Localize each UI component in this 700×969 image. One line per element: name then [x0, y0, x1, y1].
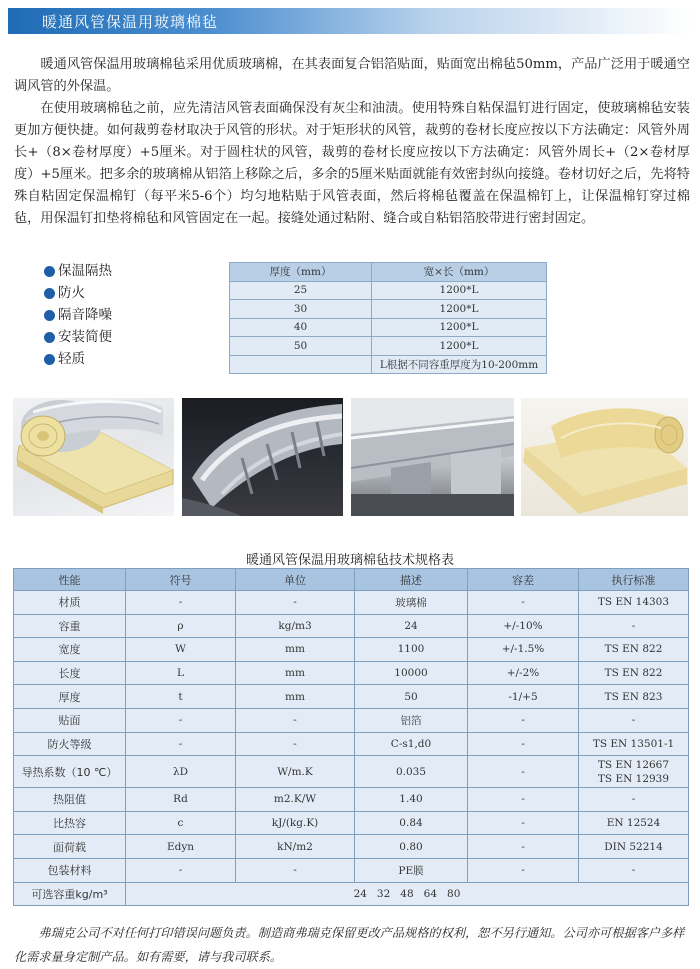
glass-wool-roll-photo: [521, 398, 688, 516]
table-cell: t: [126, 685, 236, 709]
table-cell: L: [126, 661, 236, 685]
disclaimer-note: 弗瑞克公司不对任何打印错误问题负责。制造商弗瑞克保留更改产品规格的权利，恕不另行通知。公司亦可根据客户多样化需求量身定制产品。如有需要，请与我司联系。: [14, 926, 685, 964]
table-cell: 0.035: [355, 756, 468, 788]
table-cell: 10000: [355, 661, 468, 685]
table-cell: 24: [355, 614, 468, 638]
feature-item: 隔音降噪: [44, 304, 184, 326]
table-cell: mm: [236, 685, 355, 709]
table-cell: 铝箔: [355, 708, 468, 732]
table-cell: +/-2%: [468, 661, 579, 685]
technical-spec-table: [13, 568, 689, 906]
standard-line: TS EN 12667: [597, 758, 670, 771]
spec-table-title: 暖通风管保温用玻璃棉毡技术规格表: [245, 553, 454, 568]
table-cell: 30: [230, 300, 372, 319]
table-cell: m2.K/W: [236, 788, 355, 812]
ductwork-installation-photo: [351, 398, 514, 516]
feature-item: 安装简便: [44, 326, 184, 348]
thickness-size-table: [229, 262, 547, 374]
table-cell: 长度: [14, 661, 126, 685]
table-row: [14, 708, 689, 732]
table-row: [230, 337, 547, 356]
table-cell: 宽度: [14, 638, 126, 662]
standard-line: TS EN 12939: [597, 772, 670, 785]
table-cell: 防火等级: [14, 732, 126, 756]
table-cell: C-s1,d0: [355, 732, 468, 756]
table-cell: 厚度: [14, 685, 126, 709]
feature-item: 轻质: [44, 348, 184, 370]
table-cell: -: [126, 591, 236, 615]
table-row: [230, 318, 547, 337]
table-row: [14, 614, 689, 638]
wrapped-duct-photo: [182, 398, 343, 516]
table-cell: -: [236, 732, 355, 756]
table-cell: W: [126, 638, 236, 662]
table-cell: [230, 355, 372, 374]
product-photo-strip: [13, 398, 688, 516]
table-cell: 可选容重kg/m³: [14, 882, 126, 906]
table-cell: -: [468, 788, 579, 812]
table-cell: 容重: [14, 614, 126, 638]
table-row: [14, 685, 689, 709]
table-cell: 玻璃棉: [355, 591, 468, 615]
table-cell: 50: [230, 337, 372, 356]
table-cell: DIN 52214: [579, 835, 689, 859]
table-cell: 热阻值: [14, 788, 126, 812]
table-cell: -: [468, 811, 579, 835]
column-header: 符号: [126, 569, 236, 591]
table-cell: -: [236, 591, 355, 615]
table-cell: -: [579, 858, 689, 882]
table-cell: c: [126, 811, 236, 835]
bullet-dot-icon: [44, 332, 55, 343]
table-cell: kJ/(kg.K): [236, 811, 355, 835]
table-cell: ρ: [126, 614, 236, 638]
table-cell: Rd: [126, 788, 236, 812]
table-cell: 0.84: [355, 811, 468, 835]
bullet-dot-icon: [44, 288, 55, 299]
table-row: [14, 835, 689, 859]
column-header: 执行标准: [579, 569, 689, 591]
table-cell: -: [236, 858, 355, 882]
description-paragraph-2: 在使用玻璃棉毡之前，应先清洁风管表面确保没有灰尘和油渍。使用特殊自粘保温钉进行固定，使玻璃棉毡安装更加方便快捷。如何裁剪卷材取决于风管的形状。对于矩形状的风管，裁剪的卷材长度应按以下方法确定：风管外周长+（8×卷材厚度）+5厘米。对于圆柱状的风管，裁剪的卷材长度应按以下方法确定：风管外周长+（2×卷材厚度）+5厘米。把多余的玻璃棉从铝箔上移除之后，多余的5厘米贴面就能有效密封纵向接缝。卷材切好之后，先将特殊自粘固定保温棉钉（每平米5-6个）均匀地粘贴于风管表面，然后将棉毡覆盖在保温棉钉上，让保温棉钉穿过棉毡，用保温钉扣垫将棉毡和风管固定在一起。接缝处通过粘附、缝合或自粘铝箔胶带进行密封固定。: [14, 101, 690, 226]
feature-list: [44, 260, 184, 370]
table-cell: 导热系数（10 ℃）: [14, 756, 126, 788]
bullet-dot-icon: [44, 310, 55, 321]
table-cell: -: [126, 732, 236, 756]
table-cell: -: [468, 756, 579, 788]
product-description: [14, 54, 690, 230]
table-cell: 面荷载: [14, 835, 126, 859]
table-cell: 1200*L: [372, 281, 547, 300]
table-cell: mm: [236, 638, 355, 662]
table-row: [14, 788, 689, 812]
column-header: 容差: [468, 569, 579, 591]
bullet-dot-icon: [44, 354, 55, 365]
table-header-row: [14, 569, 689, 591]
table-cell: 比热容: [14, 811, 126, 835]
feature-item: 保温隔热: [44, 260, 184, 282]
table-row: [230, 300, 547, 319]
table-cell: 材质: [14, 591, 126, 615]
table-row: [14, 661, 689, 685]
table-cell: [579, 756, 689, 788]
table-row: [14, 882, 689, 906]
section-header-bar: [8, 8, 692, 34]
table-row: [14, 591, 689, 615]
section-title: 暖通风管保温用玻璃棉毡: [42, 13, 219, 31]
table-cell: -: [579, 614, 689, 638]
table-cell: 1200*L: [372, 318, 547, 337]
feature-item: 防火: [44, 282, 184, 304]
table-cell: -: [126, 708, 236, 732]
table-cell: -: [468, 835, 579, 859]
table-cell: +/-1.5%: [468, 638, 579, 662]
table-cell: TS EN 823: [579, 685, 689, 709]
column-header: 性能: [14, 569, 126, 591]
table-cell: kN/m2: [236, 835, 355, 859]
table-cell: -: [236, 708, 355, 732]
table-cell: λD: [126, 756, 236, 788]
column-header: 描述: [355, 569, 468, 591]
table-row: [230, 281, 547, 300]
table-cell: kg/m3: [236, 614, 355, 638]
table-cell: -: [579, 788, 689, 812]
table-cell: 0.80: [355, 835, 468, 859]
table-row: [14, 638, 689, 662]
table-cell: 50: [355, 685, 468, 709]
table-cell: TS EN 14303: [579, 591, 689, 615]
table-cell: 1100: [355, 638, 468, 662]
table-cell: 40: [230, 318, 372, 337]
table-cell: -: [468, 858, 579, 882]
table-row: [14, 756, 689, 788]
table-header-row: [230, 263, 547, 282]
table-cell: 1200*L: [372, 337, 547, 356]
table-cell: -: [468, 708, 579, 732]
table-cell: 贴面: [14, 708, 126, 732]
table-cell: PE膜: [355, 858, 468, 882]
table-cell: TS EN 822: [579, 661, 689, 685]
table-row: [14, 811, 689, 835]
table-cell: 25: [230, 281, 372, 300]
table-cell: mm: [236, 661, 355, 685]
table-cell: TS EN 822: [579, 638, 689, 662]
table-cell: Edyn: [126, 835, 236, 859]
table-cell: -1/+5: [468, 685, 579, 709]
table-cell: W/m.K: [236, 756, 355, 788]
table-row: [14, 732, 689, 756]
column-header: 单位: [236, 569, 355, 591]
table-cell: -: [126, 858, 236, 882]
description-paragraph-1: 暖通风管保温用玻璃棉毡采用优质玻璃棉，在其表面复合铝箔贴面，贴面宽出棉毡50mm，产品广泛用于暖通空调风管的外保温。: [14, 57, 690, 94]
foil-roll-photo: [13, 398, 174, 516]
table-cell: 1.40: [355, 788, 468, 812]
table-cell: -: [468, 591, 579, 615]
column-header: 宽×长（mm）: [372, 263, 547, 282]
table-cell: 包装材料: [14, 858, 126, 882]
table-cell: -: [579, 708, 689, 732]
table-cell: EN 12524: [579, 811, 689, 835]
density-options: 24 32 48 64 80: [126, 882, 689, 906]
column-header: 厚度（mm）: [230, 263, 372, 282]
table-cell: +/-10%: [468, 614, 579, 638]
table-row: [230, 355, 547, 374]
table-cell: 1200*L: [372, 300, 547, 319]
length-footnote: L根据不同容重厚度为10-200mm: [372, 355, 547, 374]
table-cell: TS EN 13501-1: [579, 732, 689, 756]
table-row: [14, 858, 689, 882]
bullet-dot-icon: [44, 266, 55, 277]
table-cell: -: [468, 732, 579, 756]
